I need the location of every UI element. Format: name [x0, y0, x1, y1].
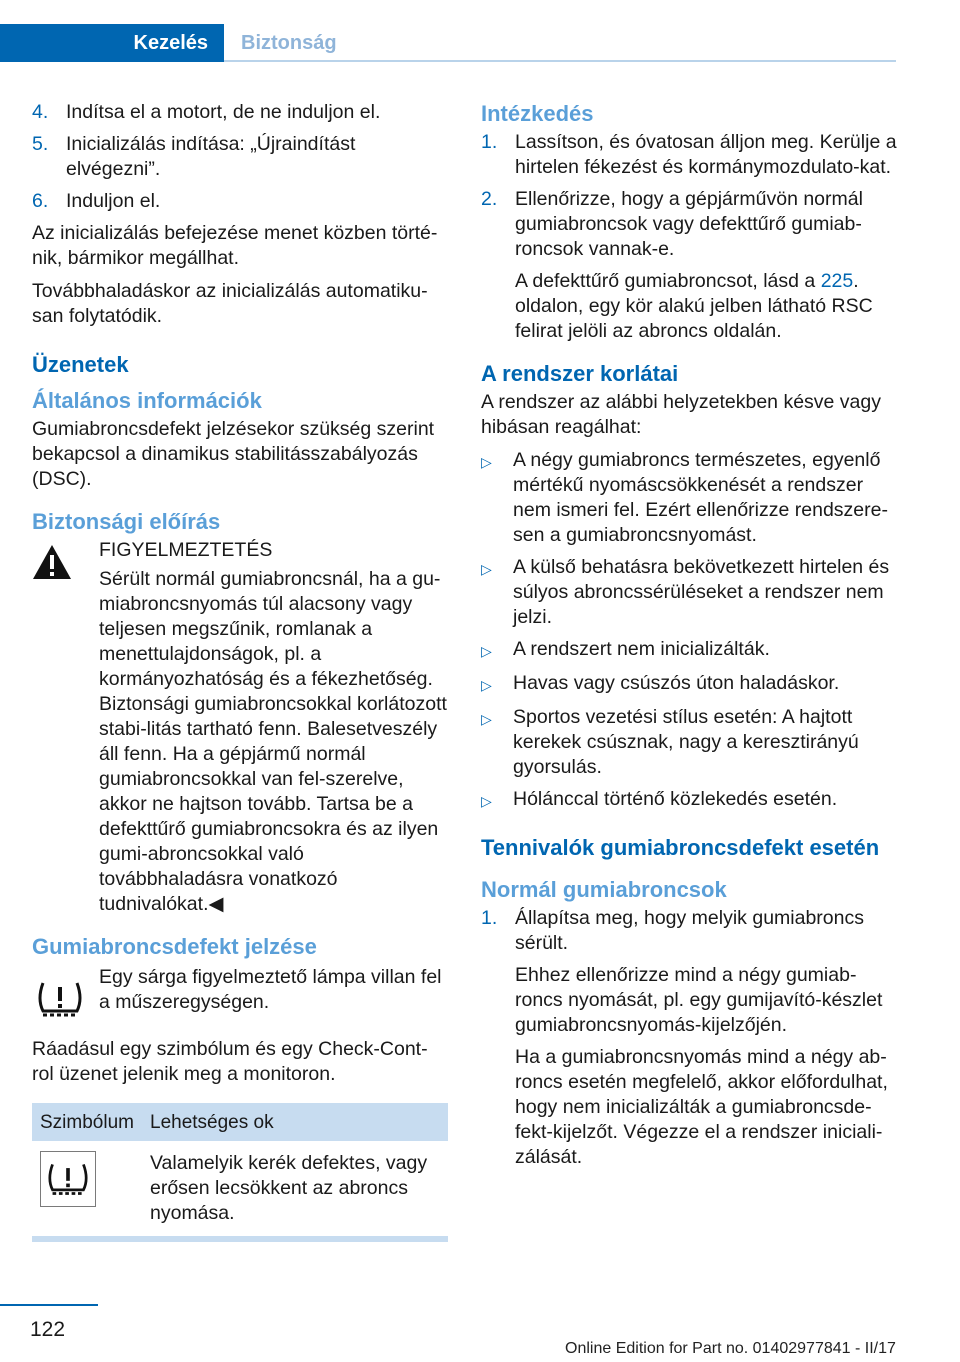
triangle-bullet-icon: ▷: [481, 454, 492, 470]
triangle-bullet-icon: ▷: [481, 561, 492, 577]
step-item: [32, 132, 448, 182]
table-header-row: [32, 1103, 448, 1141]
paragraph-init-finish: Az inicializálás befejezése menet közben törté‐nik, bármikor megállhat.: [32, 222, 438, 269]
ref-post: . oldalon, egy kör alakú jelben látható RSC felirat jelöli az abroncs oldalán.: [515, 270, 873, 342]
paragraph-general-info: Gumiabroncsdefekt jelzésekor szükség szerint bekapcsol a dinamikus stabilitásszabályozás (DSC).: [32, 418, 435, 490]
action-text: Lassítson, és óvatosan álljon meg. Kerülje a hirtelen fékezést és kormánymozdulato‐kat.: [515, 131, 897, 178]
action-item: [481, 130, 899, 180]
step-number: 4.: [32, 101, 49, 123]
action-number: 1.: [481, 131, 498, 153]
table-cell-symbol: [32, 1141, 142, 1236]
list-item: [481, 637, 899, 664]
list-item-text: A rendszert nem inicializálták.: [513, 638, 770, 660]
action-number: 2.: [481, 188, 498, 210]
triangle-bullet-icon: ▷: [481, 711, 492, 727]
symbol-table: [32, 1103, 448, 1236]
paragraph-lamp: Egy sárga figyelmeztető lámpa villan fel a műszeregységen.: [99, 966, 442, 1013]
heading-puncture-signal: Gumiabroncsdefekt jelzése: [32, 934, 317, 959]
footer-line: [0, 1304, 98, 1306]
tab-biztonsag[interactable]: Biztonság: [241, 31, 337, 54]
step-number: 5.: [32, 133, 49, 155]
table-cell-cause: Valamelyik kerék defektes, vagy erősen lecsökkent az abroncs nyomása.: [150, 1152, 428, 1224]
todo-text: Állapítsa meg, hogy melyik gumiabroncs sérült.: [515, 907, 864, 954]
heading-limits: A rendszer korlátai: [481, 361, 679, 386]
paragraph-init-hint: Ha a gumiabroncsnyomás mind a négy ab‐roncs esetén megfelelő, akkor előfordulhat, hogy nem inicializálták a gumiabroncsde‐fekt-kijelzőt. Végezze el a rendszer iniciali‐zálását.: [515, 1046, 888, 1168]
heading-general-info: Általános információk: [32, 388, 262, 413]
step-item: [32, 100, 448, 125]
warning-block: [32, 538, 448, 917]
heading-messages: Üzenetek: [32, 352, 129, 377]
table-header-cause: Lehetséges ok: [142, 1103, 448, 1141]
step-text: Inicializálás indítása: „Újraindítást elvégezni”.: [66, 133, 356, 180]
lamp-block: [32, 965, 448, 1027]
header-tabs: [0, 0, 960, 64]
ref-pre: A defekttűrő gumiabroncsot, lásd a: [515, 270, 821, 292]
list-item-text: Sportos vezetési stílus esetén: A hajtott kerekek csúsznak, nagy a keresztirányú gyorsulás.: [513, 706, 859, 778]
list-item: [481, 671, 899, 698]
triangle-bullet-icon: ▷: [481, 677, 492, 693]
list-item-text: Havas vagy csúszós úton haladáskor.: [513, 672, 840, 694]
heading-todo: Tennivalók gumiabroncsdefekt esetén: [481, 835, 880, 860]
step-text: Induljon el.: [66, 190, 161, 212]
list-item-text: A külső behatásra bekövetkezett hirtelen és súlyos abroncssérüléseket a rendszer nem jelzi.: [513, 556, 890, 628]
step-item: [32, 189, 448, 214]
list-item-text: Hólánccal történő közlekedés esetén.: [513, 788, 838, 810]
paragraph-rsc-reference: [481, 269, 899, 344]
page-reference-link[interactable]: 225: [820, 270, 854, 292]
paragraph-limits: A rendszer az alábbi helyzetekben késve vagy hibásan reagálhat:: [481, 391, 881, 438]
heading-action: Intézkedés: [481, 101, 594, 126]
warning-text-first: [32, 567, 448, 917]
page-number: 122: [30, 1318, 66, 1341]
list-item-text: A négy gumiabroncs természetes, egyenlő mértékű nyomáscsökkenését a rendszer nem ismeri fel. Ezért ellenőrizze rendszere‐sen a gumiabroncsnyomást.: [513, 449, 888, 546]
heading-normal-tires: Normál gumiabroncsok: [481, 877, 727, 902]
edition-note: Online Edition for Part no. 01402977841 - II/17: [565, 1340, 896, 1357]
paragraph-check-pressure: Ehhez ellenőrizze mind a négy gumiab‐roncs nyomását, pl. egy gumijavító-készlet gumiabroncsnyomás-kijelzőjén.: [515, 964, 883, 1036]
step-text: Indítsa el a motort, de ne induljon el.: [66, 101, 381, 123]
tire-pressure-warning-icon: [40, 1151, 96, 1207]
todo-item: [481, 906, 899, 956]
header-divider: [224, 60, 896, 62]
step-number: 6.: [32, 190, 49, 212]
table-bottom-bar: [32, 1236, 448, 1242]
list-item: [481, 448, 899, 548]
table-row: [32, 1141, 448, 1236]
heading-safety: Biztonsági előírás: [32, 509, 221, 534]
warning-triangle-icon: [32, 544, 72, 580]
list-item: [481, 787, 899, 814]
table-header-symbol: Szimbólum: [32, 1103, 142, 1141]
triangle-bullet-icon: ▷: [481, 793, 492, 809]
warning-title: FIGYELMEZTETÉS: [99, 539, 273, 561]
todo-number: 1.: [481, 907, 498, 929]
action-item: [481, 187, 899, 262]
list-item: [481, 555, 899, 630]
paragraph-also-symbol: Ráadásul egy szimbólum és egy Check-Cont‐rol üzenet jelenik meg a monitoron.: [32, 1038, 428, 1085]
list-item: [481, 705, 899, 780]
tab-kezeles[interactable]: Kezelés: [0, 24, 224, 62]
left-column: [32, 100, 448, 1242]
tire-pressure-warning-icon: [32, 971, 88, 1027]
right-column: [481, 100, 899, 1177]
warning-text: Sérült normál gumiabroncsnál, ha a gu‐miabroncsnyomás túl alacsony vagy teljesen megszűnik, romlanak a menettulajdonságok, pl. a kormányozhatóság és a fékezhetőség. Biztonsági gumiabroncsokkal korlátozott stabi‐litás tartható fenn. Balesetveszély áll fenn. Ha a gépjármű normál gumiabroncsokkal van fel‐szerelve, akkor ne hajtson tovább. Tartsa be a defekttűrő gumiabroncsokra és az ilyen gumi‐abroncsokkal való továbbhaladásra vonatkozó tudnivalókat.◀: [99, 568, 447, 915]
paragraph-init-continue: Továbbhaladáskor az inicializálás automatiku‐san folytatódik.: [32, 280, 428, 327]
action-text: Ellenőrizze, hogy a gépjárművön normál gumiabroncsok vagy defekttűrő gumiab‐roncsok vannak-e.: [515, 188, 863, 260]
triangle-bullet-icon: ▷: [481, 643, 492, 659]
